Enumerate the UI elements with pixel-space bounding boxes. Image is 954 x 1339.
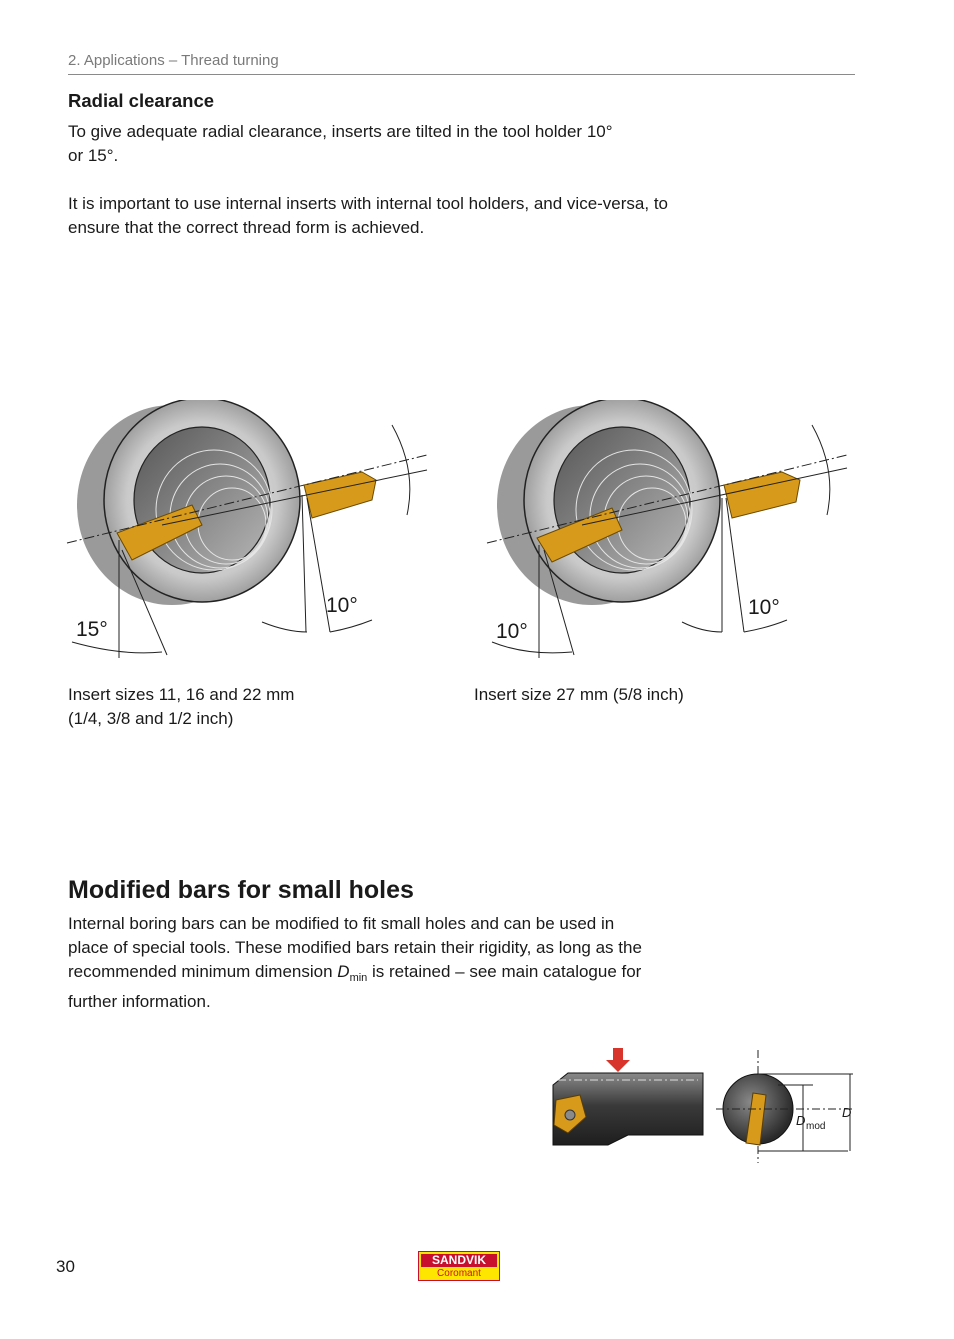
figure-tilt-15-degrees: [62, 400, 442, 665]
logo-bottom-text: Coromant: [437, 1268, 481, 1279]
threaded-ring: [77, 400, 300, 605]
section-heading-modified-bars: Modified bars for small holes: [68, 876, 414, 904]
label-dmod-subscript: mod: [806, 1121, 826, 1132]
angle-label-left: 15°: [76, 618, 108, 641]
angle-label-right: 10°: [326, 594, 358, 617]
section-heading-radial-clearance: Radial clearance: [68, 90, 215, 111]
logo-top-text: SANDVIK: [421, 1254, 497, 1267]
symbol-d: D: [337, 962, 350, 981]
breadcrumb: 2. Applications – Thread turning: [68, 52, 279, 69]
figure-modified-boring-bar: [548, 1045, 858, 1165]
boring-bar-side-view: [553, 1073, 703, 1145]
caption-figure-2: Insert size 27 mm (5/8 inch): [474, 685, 684, 704]
caption-figure-1: [68, 683, 294, 731]
insert-external: [724, 472, 800, 518]
figure-tilt-10-degrees: [482, 400, 862, 665]
caption-line-2: (1/4, 3/8 and 1/2 inch): [68, 709, 234, 728]
caption-line-1: Insert sizes 11, 16 and 22 mm: [68, 685, 295, 704]
paragraph-text-start: Internal boring bars can be modified to fit small holes and can be used in place of special tools. These modified bars retain their rigidity, as long as the recommended minimum dimension: [68, 914, 642, 981]
label-d: D: [842, 1105, 852, 1120]
angle-label-left: 10°: [496, 620, 528, 643]
sandvik-coromant-logo: [418, 1251, 500, 1281]
angle-label-right: 10°: [748, 596, 780, 619]
paragraph-text-end: is retained – see main catalogue for further information.: [68, 962, 642, 1011]
paragraph-internal-inserts: It is important to use internal inserts with internal tool holders, and vice-versa, to ensure that the correct thread form is achieved.: [68, 194, 669, 237]
arrow-icon: [606, 1048, 630, 1072]
header-divider: [68, 74, 855, 75]
paragraph-modified-bars: [68, 912, 648, 1014]
page-number: 30: [56, 1257, 75, 1276]
label-dmod: D: [796, 1113, 806, 1128]
insert-external: [304, 472, 376, 518]
paragraph-tilt: To give adequate radial clearance, inserts are tilted in the tool holder 10° or 15°.: [68, 122, 613, 165]
symbol-d-subscript: min: [349, 972, 368, 984]
